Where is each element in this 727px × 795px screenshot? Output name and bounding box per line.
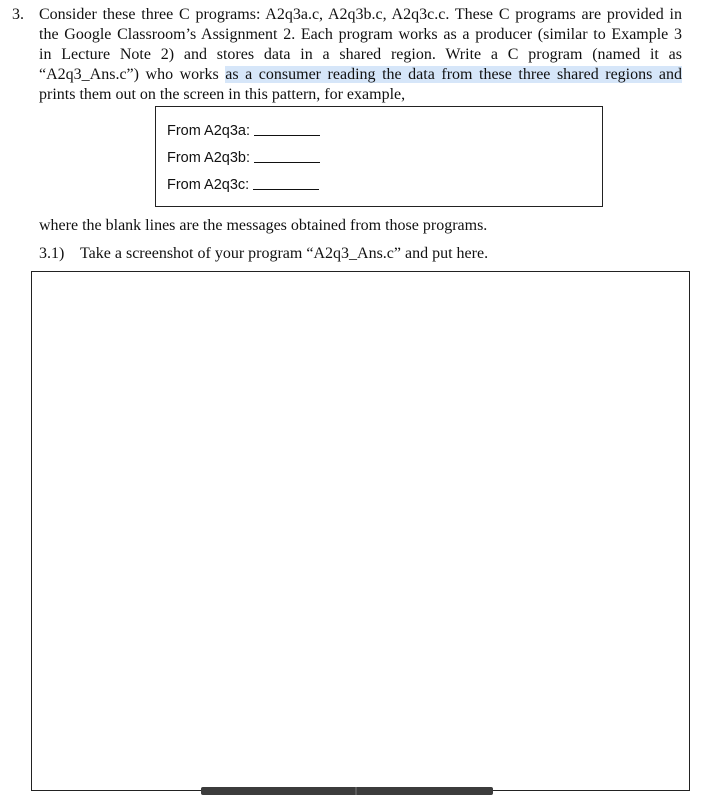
example-row-a [167,122,320,140]
question-number: 3. [12,6,24,23]
example-label-a: From A2q3a: [167,123,251,139]
question-line-4-start: “A2q3_Ans.c”) who works [39,66,226,83]
scrollbar-divider [355,787,357,795]
example-label-b: From A2q3b: [167,150,251,166]
example-row-c [167,176,319,194]
question-line-2: the Google Classroom’s Assignment 2. Each program works as a producer (similar to Example 3 [39,26,682,43]
question-line-1: Consider these three C programs: A2q3a.c, A2q3b.c, A2q3c.c. These C programs are provided in [39,6,682,23]
example-label-c: From A2q3c: [167,177,250,193]
horizontal-scrollbar[interactable] [201,787,493,795]
question-line-5: prints them out on the screen in this pattern, for example, [39,86,406,103]
blank-line-c [253,189,319,190]
question-line-3: in Lecture Note 2) and stores data in a shared region. Write a C program (named it as [39,46,682,63]
subquestion-text: Take a screenshot of your program “A2q3_Ans.c” and put here. [80,245,489,262]
blank-line-a [254,135,320,136]
subquestion-number: 3.1) [39,245,65,262]
answer-box[interactable] [31,271,690,791]
subquestion-3-1 [39,244,488,264]
explanation-text: where the blank lines are the messages obtained from those programs. [39,217,488,234]
example-row-b [167,149,320,167]
blank-line-b [254,162,320,163]
question-text [39,5,682,105]
example-output-box [155,106,603,207]
question-line-4 [39,65,682,85]
selected-text-highlight[interactable]: as a consumer reading the data from these three shared regions and [225,66,683,83]
